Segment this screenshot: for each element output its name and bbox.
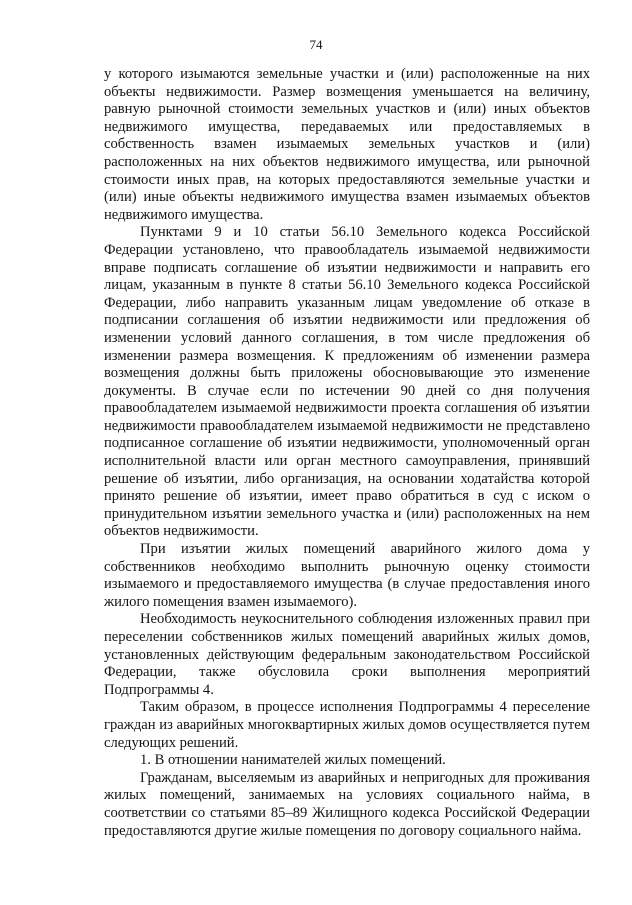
paragraph: Необходимость неукоснительного соблюдения изложенных правил при переселении собственников жилых помещений аварийных жилых домов, установленных действующим федеральным законодательством Российской Федерации, также обусловила сроки выполнения мероприятий Подпрограммы 4.	[104, 611, 590, 698]
page-number: 74	[309, 37, 323, 52]
paragraph: 1. В отношении нанимателей жилых помещений.	[140, 752, 446, 769]
paragraph: у которого изымаются земельные участки и (или) расположенные на них объекты недвижимости. Размер возмещения уменьшается на величину, равную рыночной стоимости земельных участков и (или) иных объектов недвижимого имущества, передаваемых или предоставляемых в собственность взамен изымаемых земельных участков и (или) расположенных на них объектов недвижимого имущества, или рыночной стоимости иных прав, на которых предоставляются земельные участки и (или) иные объекты недвижимого имущества взамен изымаемых объектов недвижимого имущества.	[104, 66, 590, 223]
paragraph: При изъятии жилых помещений аварийного жилого дома у собственников необходимо выполнить рыночную оценку стоимости изымаемого и предоставляемого имущества (в случае предоставления иного жилого помещения взамен изымаемого).	[104, 541, 590, 610]
paragraph: Таким образом, в процессе исполнения Подпрограммы 4 переселение граждан из аварийных многоквартирных жилых домов осуществляется путем следующих решений.	[104, 699, 590, 751]
paragraph: Пунктами 9 и 10 статьи 56.10 Земельного кодекса Российской Федерации установлено, что правообладатель изымаемой недвижимости вправе подписать соглашение об изъятии недвижимости и направить его лицам, указанным в пункте 8 статьи 56.10 Земельного кодекса Российской Федерации, либо направить указанным лицам уведомление об отказе в подписании соглашения об изъятии недвижимости или предложения об изменении условий данного соглашения, в том числе предложения об изменении размера возмещения. К предложениям об изменении размера возмещения должны быть приложены обосновывающие это изменение документы. В случае если по истечении 90 дней со дня получения правообладателем изымаемой недвижимости проекта соглашения об изъятии недвижимости правообладателем изымаемой недвижимости не представлено подписанное соглашение об изъятии недвижимости, уполномоченный орган исполнительной власти или орган местного самоуправления, принявший решение об изъятии, либо организация, на основании ходатайства которой принято решение об изъятии, имеет право обратиться в суд с иском о принудительном изъятии земельного участка и (или) расположенных на нем объектов недвижимости.	[104, 224, 590, 540]
body-text	[104, 66, 590, 840]
paragraph: Гражданам, выселяемым из аварийных и непригодных для проживания жилых помещений, занимаемых на условиях социального найма, в соответствии со статьями 85–89 Жилищного кодекса Российской Федерации предоставляются другие жилые помещения по договору социального найма.	[104, 769, 590, 839]
